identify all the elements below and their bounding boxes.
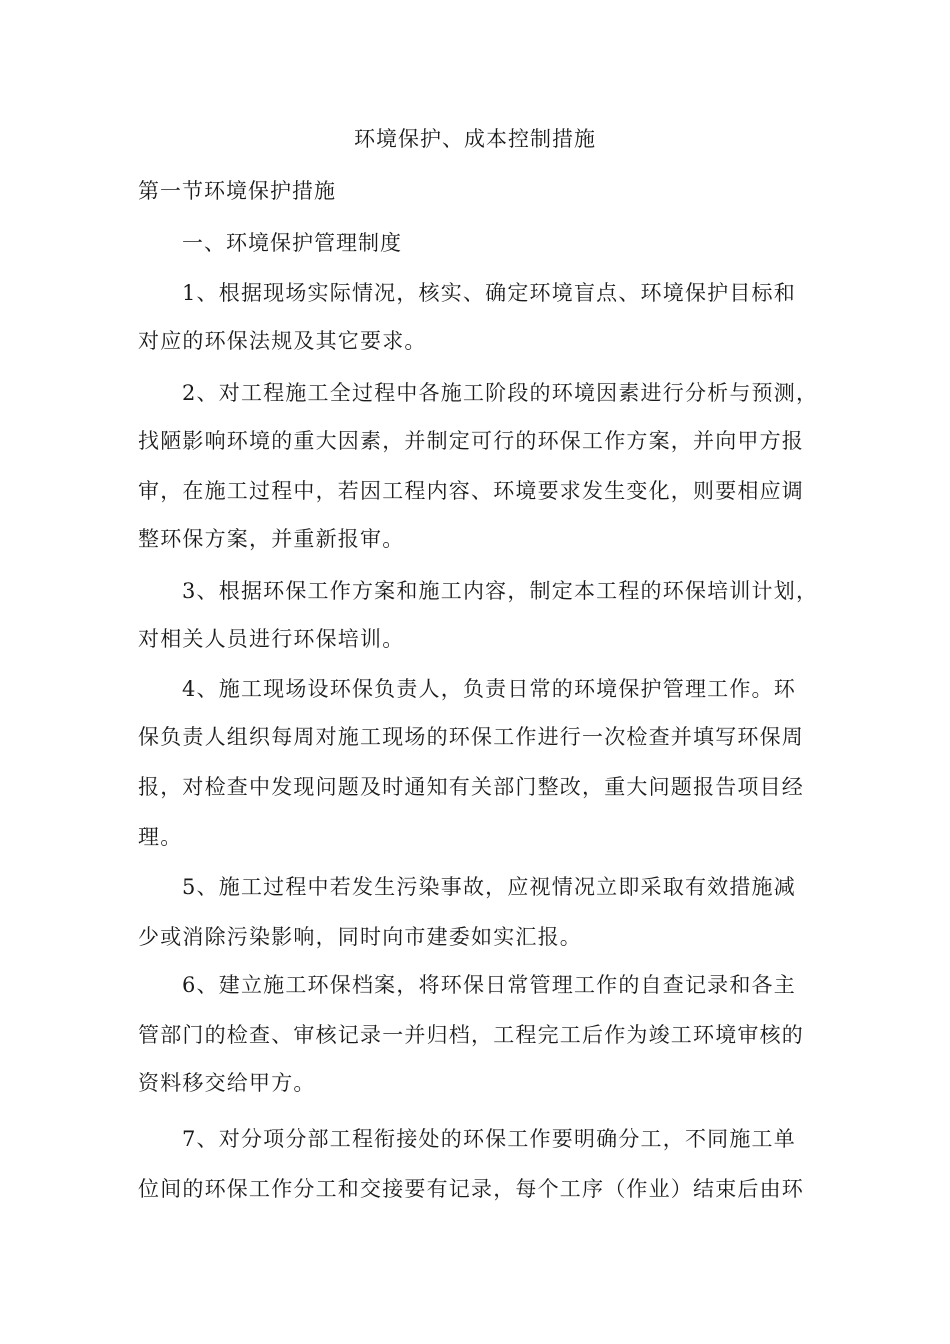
paragraph-line: 管部门的检查、审核记录一并归档，工程完工后作为竣工环境审核的 xyxy=(138,1023,804,1047)
paragraph-line: 报，对检查中发现问题及时通知有关部门整改，重大问题报告项目经 xyxy=(138,775,804,799)
paragraph-line: 5、施工过程中若发生污染事故，应视情况立即采取有效措施减 xyxy=(182,875,796,899)
paragraph-line: 位间的环保工作分工和交接要有记录，每个工序（作业）结束后由环 xyxy=(138,1177,804,1201)
paragraph-line: 4、施工现场设环保负责人，负责日常的环境保护管理工作。环 xyxy=(182,677,796,701)
paragraph-line: 对相关人员进行环保培训。 xyxy=(138,627,405,651)
paragraph-line: 3、根据环保工作方案和施工内容，制定本工程的环保培训计划， xyxy=(182,579,819,603)
paragraph-line: 少或消除污染影响，同时向市建委如实汇报。 xyxy=(138,925,582,949)
paragraph-line: 保负责人组织每周对施工现场的环保工作进行一次检查并填写环保周 xyxy=(138,725,804,749)
paragraph-line: 6、建立施工环保档案，将环保日常管理工作的自查记录和各主 xyxy=(182,973,796,997)
paragraph-line: 7、对分项分部工程衔接处的环保工作要明确分工，不同施工单 xyxy=(182,1127,796,1151)
paragraph-line: 资料移交给甲方。 xyxy=(138,1071,316,1095)
paragraph-line: 2、对工程施工全过程中各施工阶段的环境因素进行分析与预测， xyxy=(182,381,819,405)
paragraph-line: 理。 xyxy=(138,825,183,849)
document-title: 环境保护、成本控制措施 xyxy=(354,127,596,151)
paragraph-line: 整环保方案，并重新报审。 xyxy=(138,527,405,551)
paragraph-line: 1、根据现场实际情况，核实、确定环境盲点、环境保护目标和 xyxy=(182,281,796,305)
paragraph-line: 审，在施工过程中，若因工程内容、环境要求发生变化，则要相应调 xyxy=(138,479,804,503)
section-heading: 第一节环境保护措施 xyxy=(138,179,336,203)
paragraph-line: 找陋影响环境的重大因素，并制定可行的环保工作方案，并向甲方报 xyxy=(138,429,804,453)
paragraph-line: 对应的环保法规及其它要求。 xyxy=(138,329,427,353)
sub-heading: 一、环境保护管理制度 xyxy=(182,231,402,255)
